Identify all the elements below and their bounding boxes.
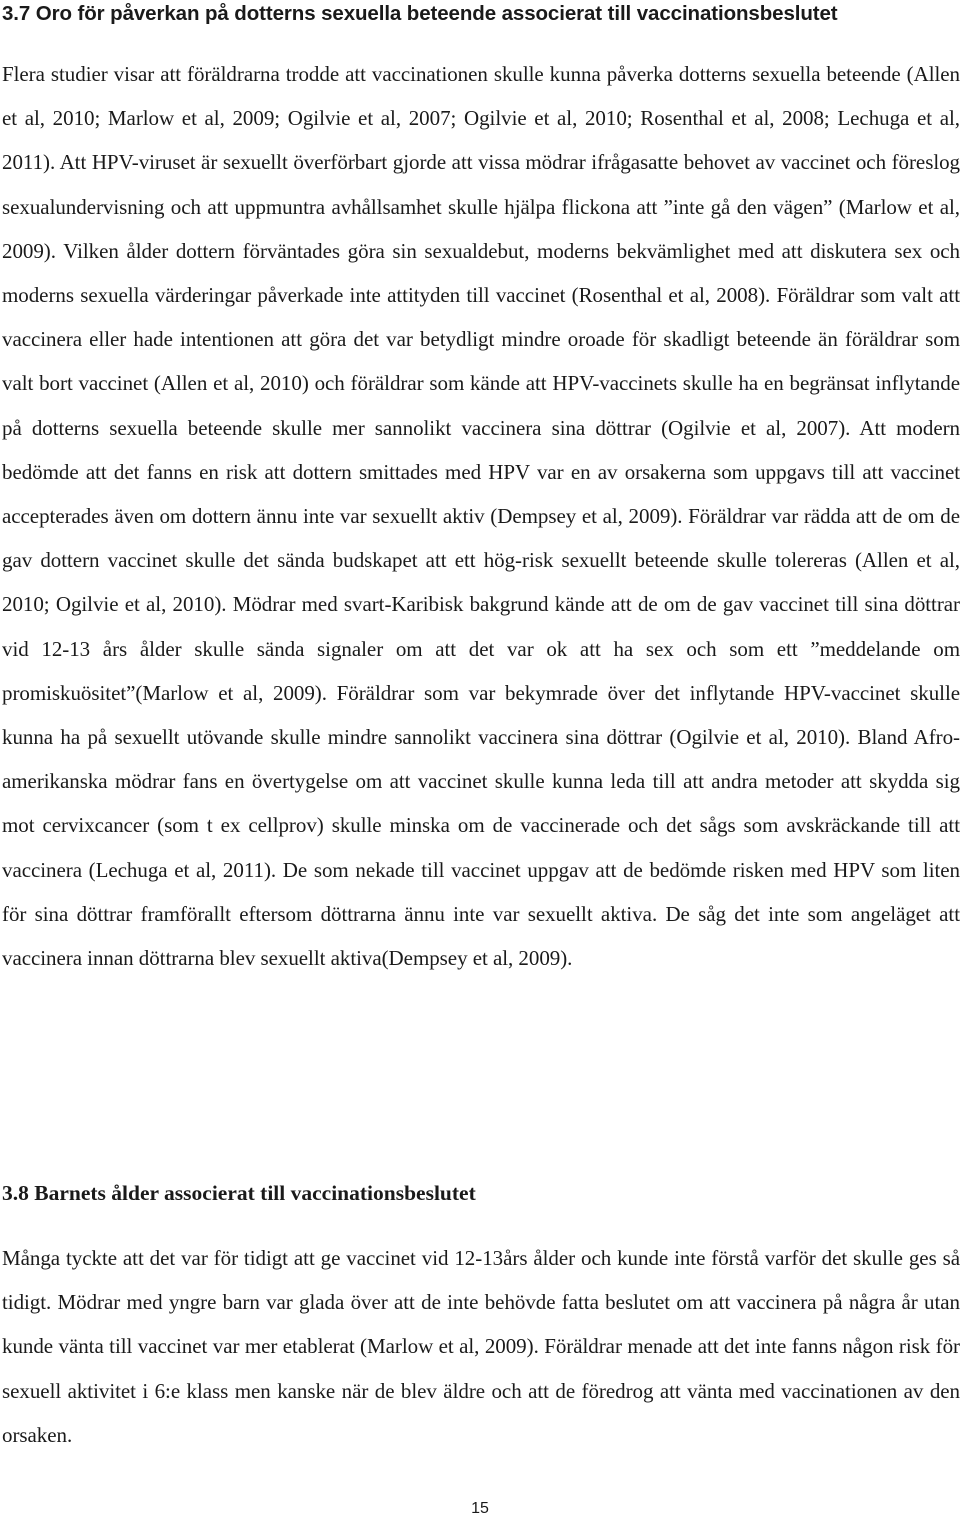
section-paragraph-3-8: Många tyckte att det var för tidigt att ge vaccinet vid 12-13års ålder och kunde inte förstå varför det skulle ges så tidigt. Mödrar med yngre barn var glada över att de inte behövde fatta beslutet om att vaccinera på några år utan kunde vänta till vaccinet var mer etablerat (Marlow et al, 2009). Föräldrar menade att det inte fanns någon risk för sexuell aktivitet i 6:e klass men kanske när de blev äldre och att de föredrog att vänta med vaccinationen av den orsaken. (2, 1246, 960, 1447)
section-paragraph-3-7: Flera studier visar att föräldrarna trodde att vaccinationen skulle kunna påverka dotterns sexuella beteende (Allen et al, 2010; Marlow et al, 2009; Ogilvie et al, 2007; Ogilvie et al, 2010; Rosenthal et al, 2008; Lechuga et al, 2011). Att HPV-viruset är sexuellt överförbart gjorde att vissa mödrar ifrågasatte behovet av vaccinet och föreslog sexualundervisning och att uppmuntra avhållsamhet skulle hjälpa flickona att ”inte gå den vägen” (Marlow et al, 2009). Vilken ålder dottern förväntades göra sin sexualdebut, moderns bekvämlighet med att diskutera sex och moderns sexuella värderingar påverkade inte attityden till vaccinet (Rosenthal et al, 2008). Föräldrar som valt att vaccinera eller hade intentionen att göra det var betydligt mindre oroade för skadligt beteende än föräldrar som valt bort vaccinet (Allen et al, 2010) och föräldrar som kände att HPV-vaccinets skulle ha en begränsat inflytande på dotterns sexuella beteende skulle mer sannolikt vaccinera sina döttrar (Ogilvie et al, 2007). Att modern bedömde att det fanns en risk att dottern smittades med HPV var en av orsakerna som uppgavs till att vaccinet accepterades även om dottern ännu inte var sexuellt aktiv (Dempsey et al, 2009). Föräldrar var rädda att de om de gav dottern vaccinet skulle det sända budskapet att ett hög-risk sexuellt beteende skulle tolereras (Allen et al, 2010; Ogilvie et al, 2010). Mödrar med svart-Karibisk bakgrund kände att de om de gav vaccinet till sina döttrar vid 12-13 års ålder skulle sända signaler om att det var ok att ha sex och som ett ”meddelande om promiskuösitet”(Marlow et al, 2009). Föräldrar som var bekymrade över det inflytande HPV-vaccinet skulle kunna ha på sexuellt utövande skulle mindre sannolikt vaccinera sina döttrar (Ogilvie et al, 2010). Bland Afro-amerikanska mödrar fans en övertygelse om att vaccinet skulle kunna leda till att andra metoder att skydda sig mot cervixcancer (som t ex cellprov) skulle minska om de vaccinerade och det sågs som avskräckande till att vaccinera (Lechuga et al, 2011). De som nekade till vaccinet uppgav att de bedömde risken med HPV som liten för sina döttrar framförallt eftersom döttrarna ännu inte var sexuellt aktiva. De såg det inte som angeläget att vaccinera innan döttrarna blev sexuellt aktiva(Dempsey et al, 2009). (2, 62, 960, 971)
section-heading-3-8: 3.8 Barnets ålder associerat till vaccinationsbeslutet (2, 1181, 476, 1205)
section-heading-3-7: 3.7 Oro för påverkan på dotterns sexuella beteende associerat till vaccinationsbeslutet (2, 2, 838, 25)
page-number: 15 (471, 1500, 489, 1517)
